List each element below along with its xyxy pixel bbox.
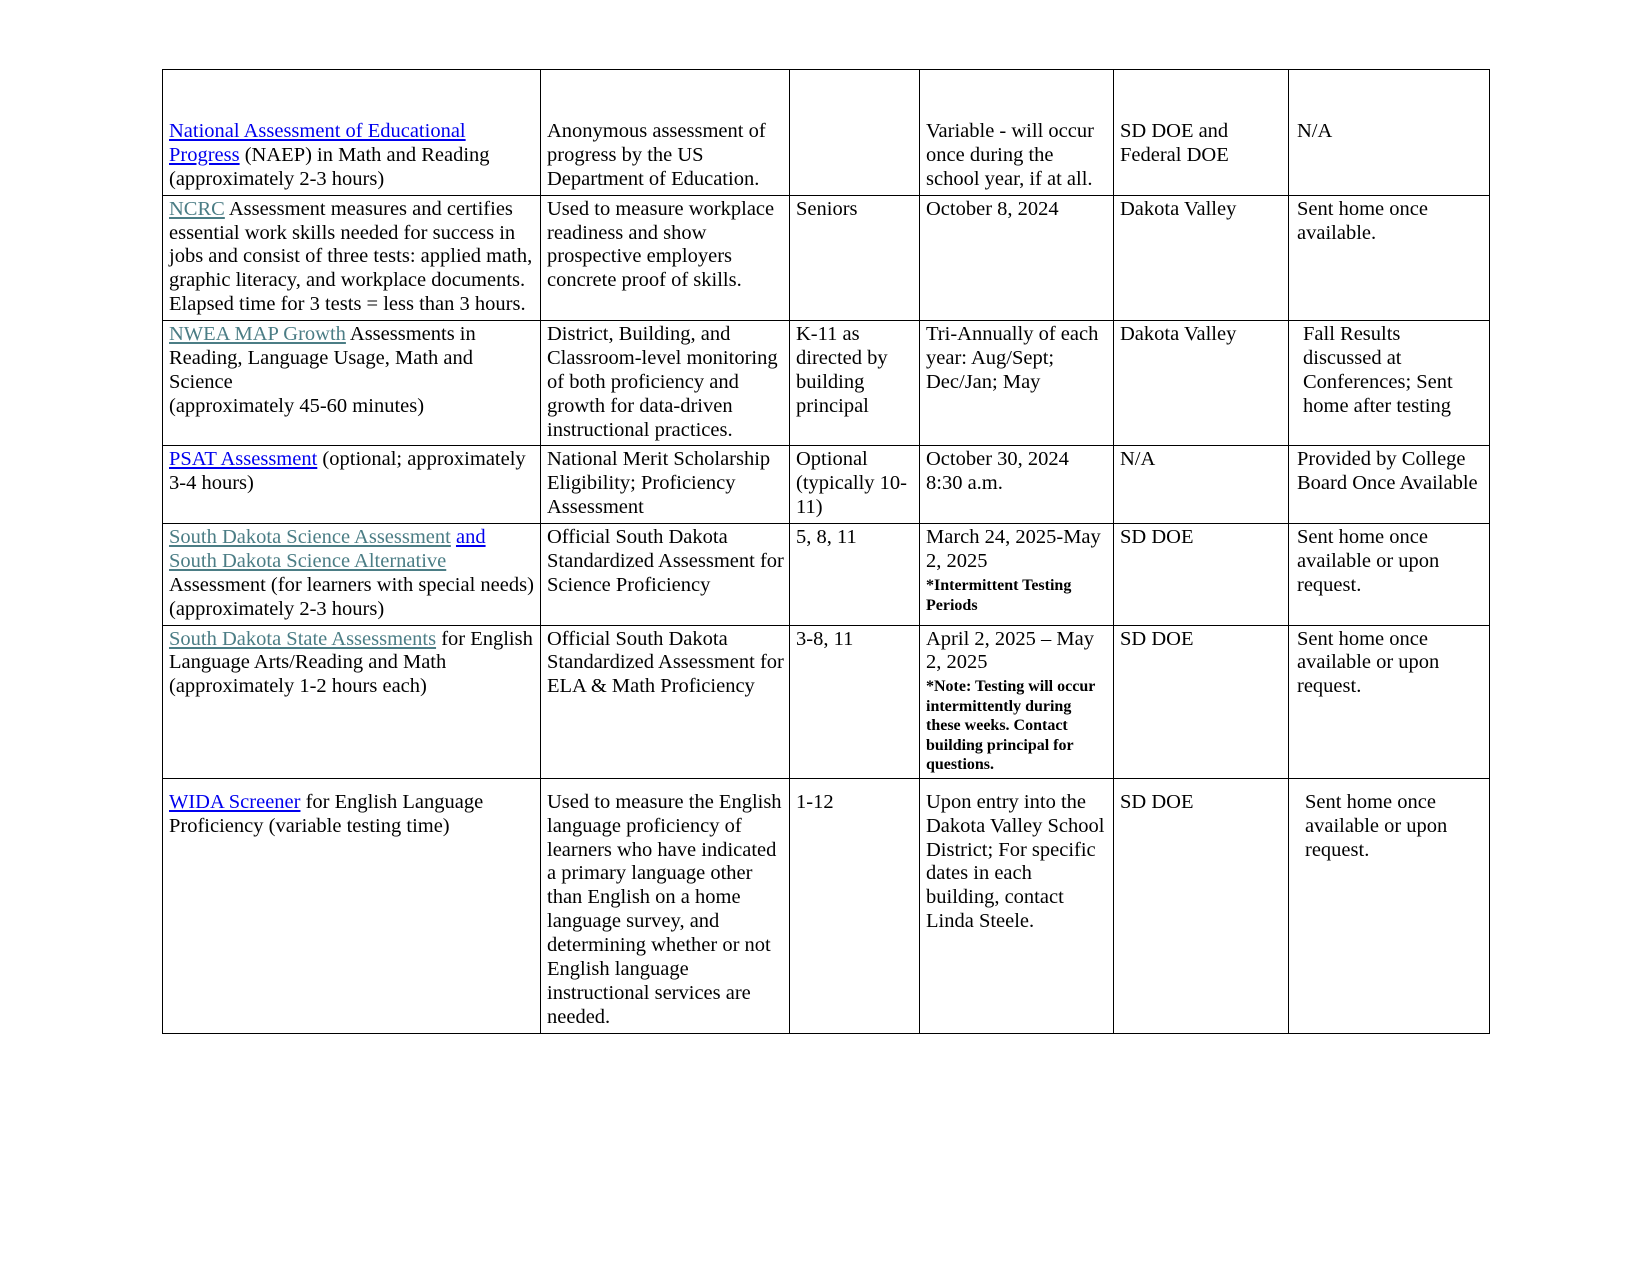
purpose-cell-sd-science: Official South Dakota Standardized Assessment for Science Proficiency (541, 524, 790, 626)
results-cell-nwea: Fall Results discussed at Conferences; Sent home after testing (1289, 321, 1490, 446)
dates-note-sd-state: *Note: Testing will occur intermittently during these weeks. Contact building principal for questions. (926, 678, 1096, 774)
assessment-text-naep: (NAEP) in Math and Reading (approximately 2-3 hours) (169, 143, 490, 190)
assessment-subtext-nwea: (approximately 45-60 minutes) (169, 394, 425, 417)
dates-text-sd-science: March 24, 2025-May 2, 2025 (926, 526, 1101, 572)
link-sd-state-assessments[interactable]: South Dakota State Assessments (169, 627, 437, 650)
table-row-sd-science (163, 524, 1490, 626)
link-psat-assessment[interactable]: PSAT Assessment (169, 448, 318, 471)
grades-cell-nwea: K-11 as directed by building principal (790, 321, 920, 446)
table-row-naep (163, 70, 1490, 196)
assessment-cell-naep (163, 70, 541, 196)
results-cell-naep: N/A (1289, 70, 1490, 196)
assessment-text-psat: (optional; approximately 3-4 hours) (169, 448, 526, 495)
table-row-wida (163, 778, 1490, 1033)
required-by-cell-sd-state: SD DOE (1114, 625, 1289, 778)
link-nwea-map-growth[interactable]: NWEA MAP Growth (169, 323, 346, 345)
assessment-cell-wida (163, 778, 541, 1033)
dates-cell-wida: Upon entry into the Dakota Valley School District; For specific dates in each building, contact Linda Steele. (920, 778, 1114, 1033)
required-by-cell-naep: SD DOE and Federal DOE (1114, 70, 1289, 196)
grades-cell-ncrc: Seniors (790, 195, 920, 320)
assessment-schedule-table (162, 69, 1490, 1034)
grades-cell-wida: 1-12 (790, 778, 920, 1033)
dates-note-sd-science: *Intermittent Testing Periods (926, 576, 1072, 615)
purpose-cell-ncrc: Used to measure workplace readiness and show prospective employers concrete proof of skills. (541, 195, 790, 320)
link-ncrc[interactable]: NCRC (169, 197, 225, 220)
grades-cell-sd-state: 3-8, 11 (790, 625, 920, 778)
link-sd-science-alternative[interactable]: South Dakota Science Alternative (169, 549, 447, 572)
table-row-nwea (163, 321, 1490, 446)
assessment-text-sd-science: Assessment (for learners with special needs) (approximately 2-3 hours) (169, 573, 534, 620)
required-by-cell-wida: SD DOE (1114, 778, 1289, 1033)
table-row-ncrc (163, 195, 1490, 320)
results-cell-sd-science: Sent home once available or upon request. (1289, 524, 1490, 626)
required-by-cell-sd-science: SD DOE (1114, 524, 1289, 626)
results-cell-wida: Sent home once available or upon request. (1289, 778, 1490, 1033)
table-row-sd-state (163, 625, 1490, 778)
assessment-text-nwea: Assessments in Reading, Language Usage, Math and Science (169, 323, 476, 393)
purpose-cell-wida: Used to measure the English language proficiency of learners who have indicated a primary language other than English on a home language survey, and determining whether or not English language instructional services are needed. (541, 778, 790, 1033)
assessment-table-wrapper (162, 69, 1489, 1034)
assessment-cell-psat (163, 446, 541, 524)
required-by-cell-psat: N/A (1114, 446, 1289, 524)
grades-cell-sd-science: 5, 8, 11 (790, 524, 920, 626)
assessment-text-ncrc: Assessment measures and certifies essential work skills needed for success in jobs and consist of three tests: applied math, graphic literacy, and workplace documents. Elapsed time for 3 tests = less than 3 hours. (169, 197, 533, 316)
dates-cell-nwea: Tri-Annually of each year: Aug/Sept; Dec/Jan; May (920, 321, 1114, 446)
results-cell-psat: Provided by College Board Once Available (1289, 446, 1490, 524)
purpose-cell-sd-state: Official South Dakota Standardized Assessment for ELA & Math Proficiency (541, 625, 790, 778)
grades-cell-naep (790, 70, 920, 196)
purpose-cell-psat: National Merit Scholarship Eligibility; Proficiency Assessment (541, 446, 790, 524)
results-cell-sd-state: Sent home once available or upon request. (1289, 625, 1490, 778)
grades-cell-psat: Optional (typically 10-11) (790, 446, 920, 524)
purpose-cell-nwea: District, Building, and Classroom-level monitoring of both proficiency and growth for data-driven instructional practices. (541, 321, 790, 446)
link-naep[interactable]: National Assessment of Educational Progress (169, 120, 466, 166)
required-by-cell-ncrc: Dakota Valley (1114, 195, 1289, 320)
dates-text-sd-state: April 2, 2025 – May 2, 2025 (926, 627, 1094, 674)
results-cell-ncrc: Sent home once available. (1289, 195, 1490, 320)
purpose-cell-naep: Anonymous assessment of progress by the US Department of Education. (541, 70, 790, 196)
assessment-cell-nwea (163, 321, 541, 446)
link-sd-science-assessment[interactable]: South Dakota Science Assessment (169, 526, 451, 548)
dates-cell-ncrc: October 8, 2024 (920, 195, 1114, 320)
dates-cell-sd-state (920, 625, 1114, 778)
dates-cell-sd-science (920, 524, 1114, 626)
link-and[interactable]: and (455, 526, 486, 548)
assessment-cell-ncrc (163, 195, 541, 320)
required-by-cell-nwea: Dakota Valley (1114, 321, 1289, 446)
dates-cell-naep: Variable - will occur once during the school year, if at all. (920, 70, 1114, 196)
dates-cell-psat: October 30, 2024 8:30 a.m. (920, 446, 1114, 524)
assessment-text-wida: for English Language Proficiency (variable testing time) (169, 790, 484, 837)
assessment-cell-sd-state (163, 625, 541, 778)
assessment-text-sd-state: for English Language Arts/Reading and Math (approximately 1-2 hours each) (169, 627, 533, 698)
assessment-cell-sd-science (163, 524, 541, 626)
link-wida-screener[interactable]: WIDA Screener (169, 790, 301, 813)
table-row-psat (163, 446, 1490, 524)
